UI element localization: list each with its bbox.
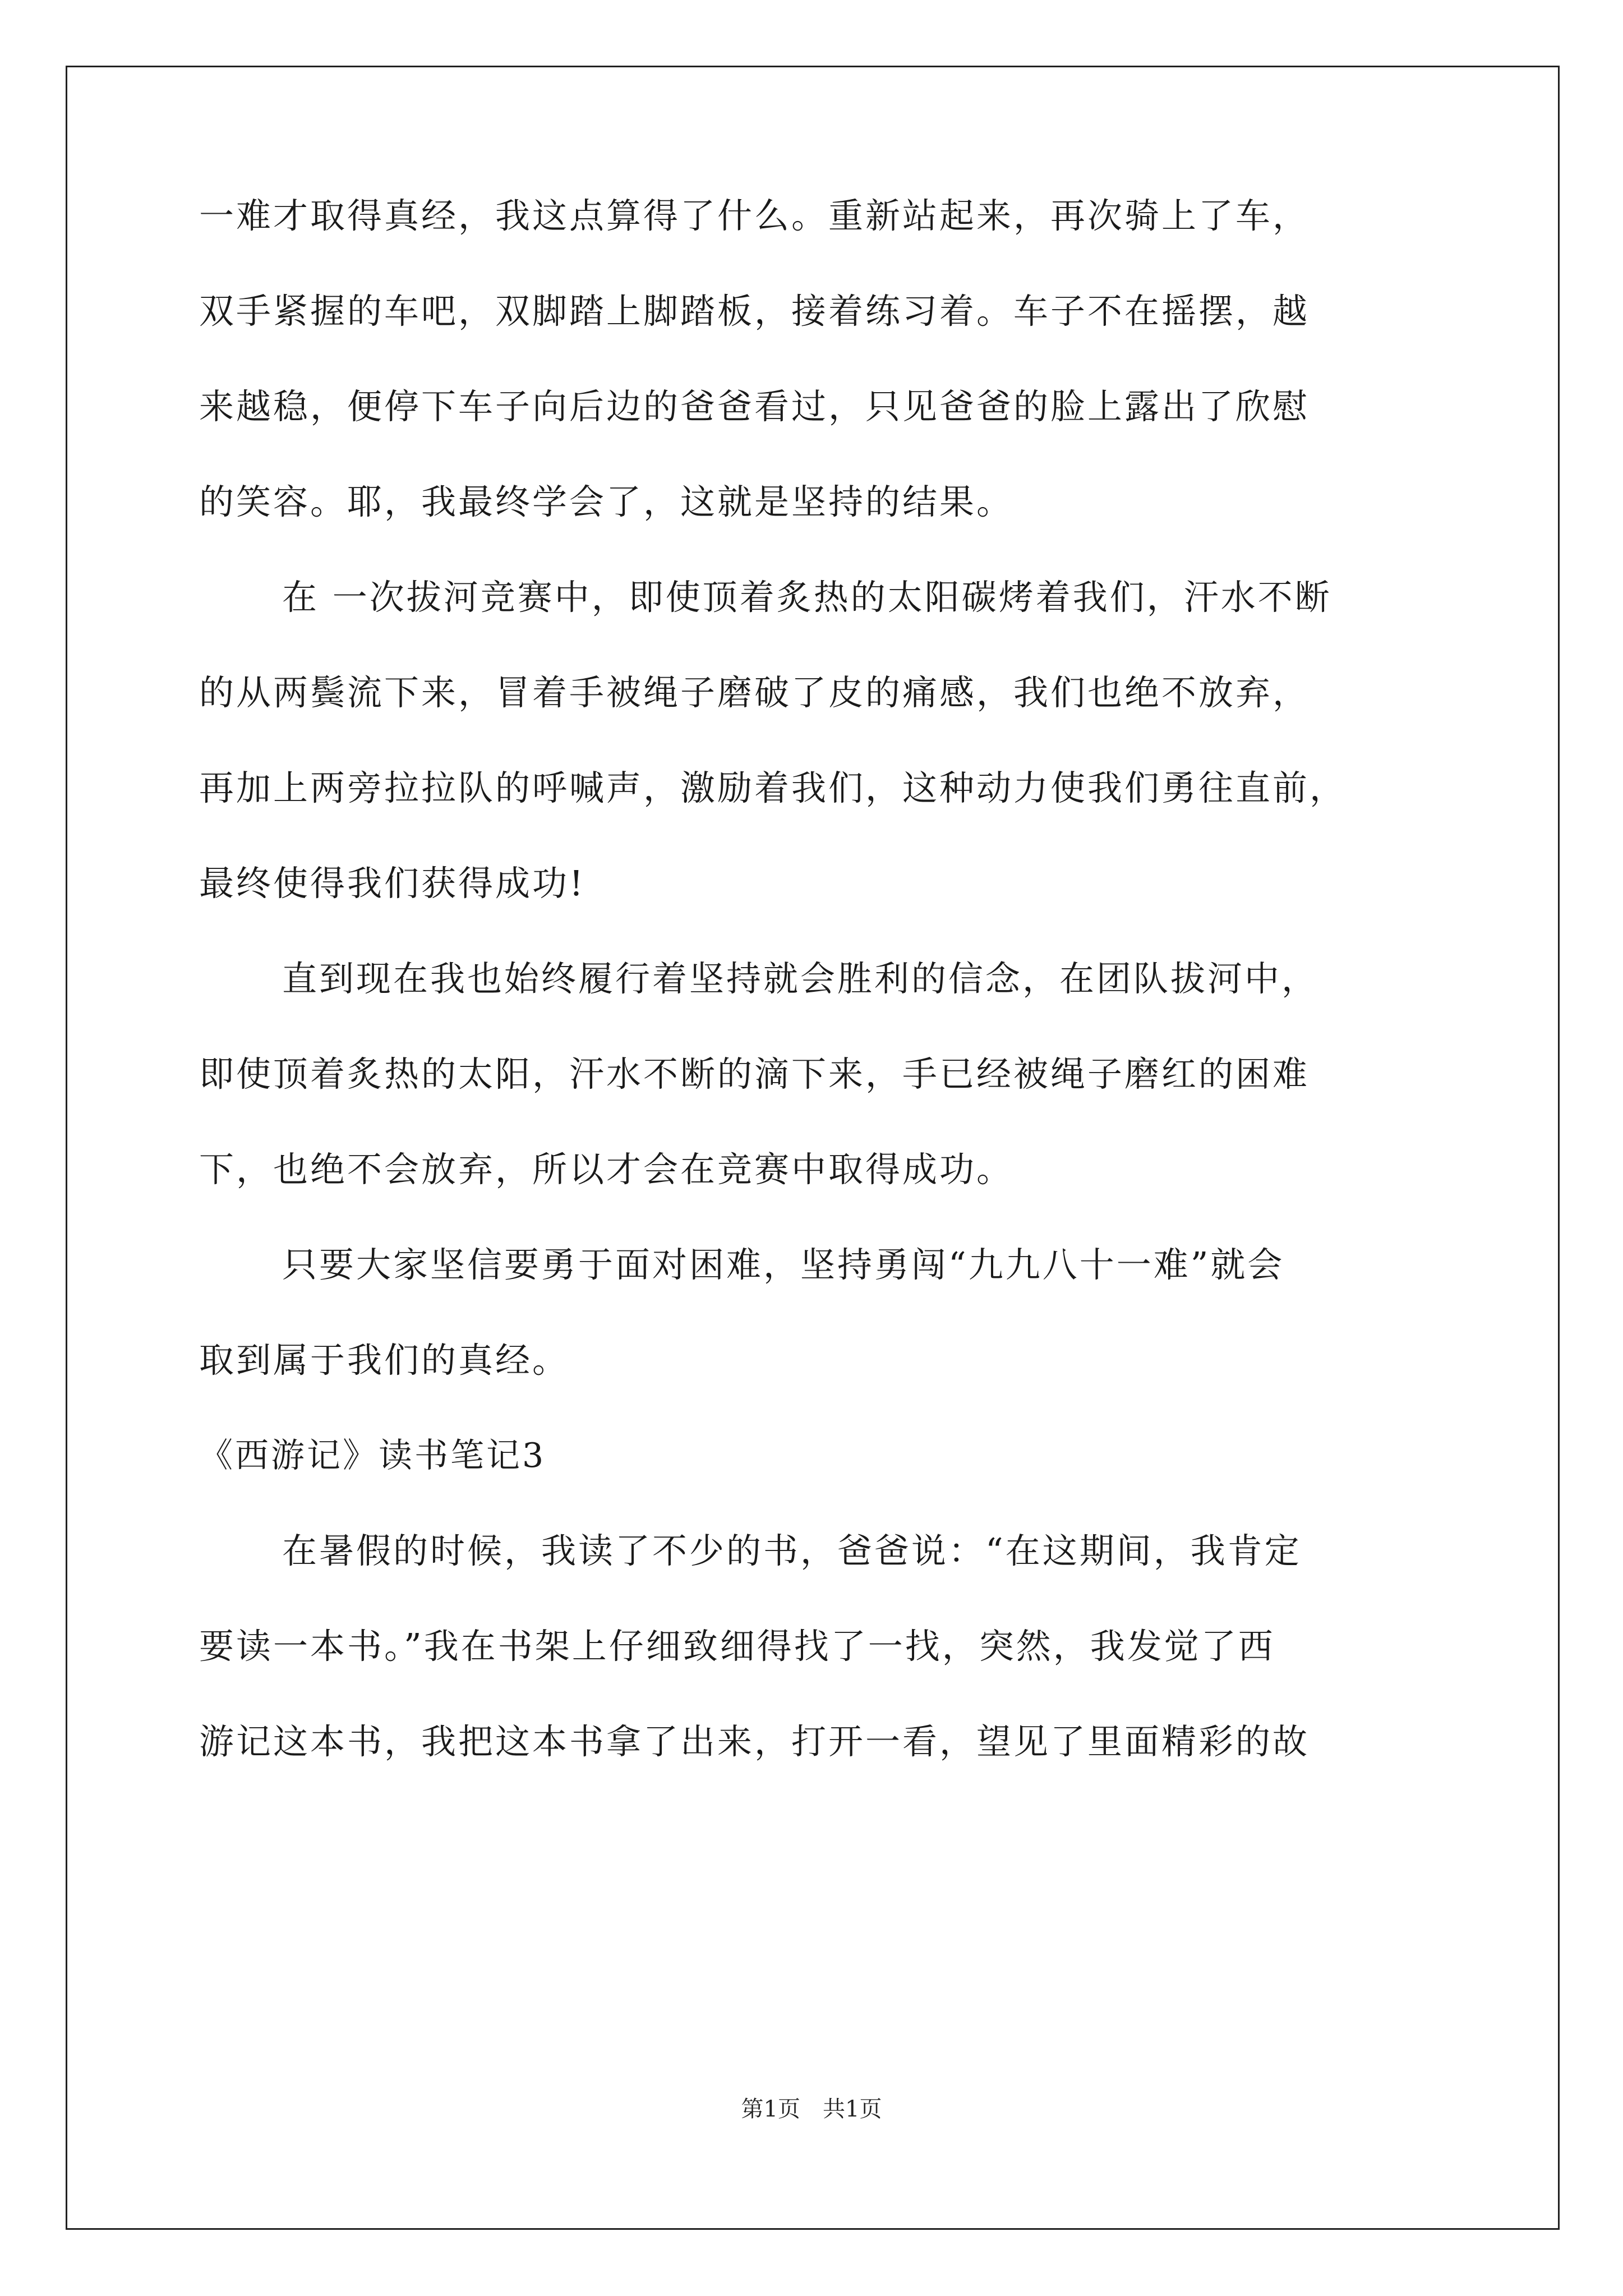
text-line: 即使顶着炙热的太阳，汗水不断的滴下来，手已经被绳子磨红的困难 — [199, 1053, 1310, 1094]
paragraph-first-line: 直到现在我也始终履行着坚持就会胜利的信念，在团队拔河中， — [282, 958, 1319, 999]
text-line: 再加上两旁拉拉队的呼喊声，激励着我们，这种动力使我们勇往直前， — [199, 767, 1347, 808]
text-line: 的笑容。耶，我最终学会了，这就是坚持的结果。 — [199, 481, 1014, 522]
text-line: 最终使得我们获得成功! — [199, 863, 585, 904]
text-line: 要读一本书。”我在书架上仔细致细得找了一找，突然，我发觉了西 — [199, 1626, 1275, 1667]
text-line: 下，也绝不会放弃，所以才会在竞赛中取得成功。 — [199, 1149, 1014, 1190]
text-line: 来越稳，便停下车子向后边的爸爸看过，只见爸爸的脸上露出了欣慰 — [199, 386, 1310, 427]
text-line: 双手紧握的车吧，双脚踏上脚踏板，接着练习着。车子不在摇摆，越 — [199, 291, 1310, 332]
page-footer: 第1页 共1页 — [741, 2096, 882, 2122]
text-line: 取到属于我们的真经。 — [199, 1340, 570, 1381]
paragraph-first-line: 在暑假的时候，我读了不少的书，爸爸说：“在这期间，我肯定 — [282, 1530, 1302, 1571]
text-line: 游记这本书，我把这本书拿了出来，打开一看，望见了里面精彩的故 — [199, 1721, 1310, 1762]
text-line: 一难才取得真经，我这点算得了什么。重新站起来，再次骑上了车， — [199, 195, 1310, 236]
section-heading: 《西游记》读书笔记3 — [199, 1436, 546, 1475]
paragraph-first-line: 在 一次拔河竞赛中，即使顶着炙热的太阳碳烤着我们，汗水不断 — [282, 577, 1332, 618]
text-line: 的从两鬓流下来，冒着手被绳子磨破了皮的痛感，我们也绝不放弃， — [199, 672, 1310, 713]
paragraph-first-line: 只要大家坚信要勇于面对困难，坚持勇闯“九九八十一难”就会 — [282, 1244, 1285, 1285]
